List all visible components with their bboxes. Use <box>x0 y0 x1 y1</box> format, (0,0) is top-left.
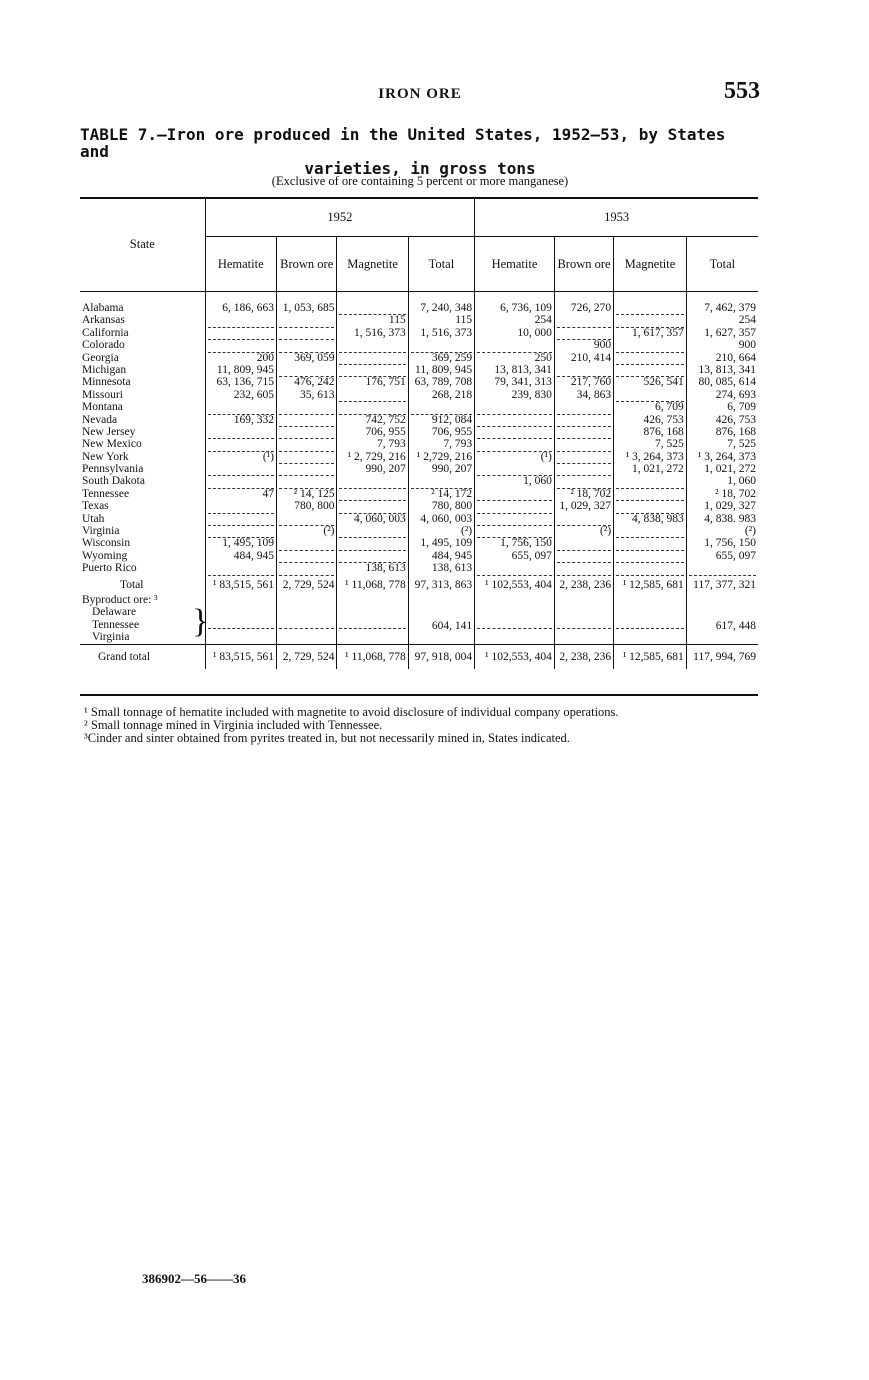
table-cell: 47 <box>262 487 274 500</box>
footnote-2: ² Small tonnage mined in Virginia included with Tennessee. <box>84 718 383 732</box>
grand-total-value: ¹ 83,515, 561 <box>205 644 276 669</box>
total-header-1953: Total <box>686 237 758 292</box>
grand-total-value: 117, 994, 769 <box>686 644 758 669</box>
iron-ore-table <box>80 198 758 669</box>
state-name: Virginia <box>82 525 120 538</box>
state-name: Nevada <box>82 413 118 426</box>
magnetite-header-1953: Magnetite <box>614 237 687 292</box>
table-cell: ¹ 3, 264, 373 <box>625 450 684 463</box>
table-cell: 526, 541 <box>643 376 684 389</box>
table-cell: 1, 495, 109 <box>222 537 274 550</box>
dashed-leader <box>557 513 611 525</box>
table-cell: 706, 955 <box>431 425 473 438</box>
table-cell: 254 <box>534 314 552 327</box>
hematite-header-1953: Hematite <box>475 237 555 292</box>
table-cell: 34, 863 <box>576 388 612 401</box>
table-cell: (²) <box>323 525 335 538</box>
grand-total-label: Grand total <box>80 644 205 669</box>
table-cell: 900 <box>593 339 612 352</box>
dashed-leader <box>689 562 756 574</box>
table-cell: 742, 752 <box>365 413 406 426</box>
table-cell: 268, 218 <box>431 388 473 401</box>
dashed-leader <box>477 401 552 413</box>
dashed-leader <box>339 339 405 351</box>
dashed-leader <box>411 475 472 487</box>
table-cell: 13, 813, 341 <box>698 363 756 376</box>
byproduct-total-1953: 617, 448 <box>686 594 758 644</box>
page-header <box>80 78 760 108</box>
table-cell: 426, 753 <box>715 413 756 426</box>
state-name: California <box>82 326 129 339</box>
state-name: Wisconsin <box>82 537 131 550</box>
dashed-leader <box>279 475 335 487</box>
dashed-leader <box>339 302 405 314</box>
table-bottom-rule <box>80 694 758 696</box>
brace-glyph: } <box>192 603 209 641</box>
dashed-leader <box>557 364 611 376</box>
table-cell: 990, 207 <box>365 463 406 476</box>
table-cell: 476, 242 <box>294 376 335 389</box>
dashed-leader <box>616 352 684 364</box>
table-cell: 250 <box>534 351 552 364</box>
table-cell: 1, 516, 373 <box>420 326 473 339</box>
table-cell: 210, 414 <box>570 351 612 364</box>
magnetite-1953-column <box>614 302 687 575</box>
table-cell: (¹) <box>540 450 552 463</box>
dashed-leader <box>616 475 684 487</box>
table-cell: 63, 789, 708 <box>414 376 473 389</box>
state-name: Utah <box>82 512 105 525</box>
state-name: South Dakota <box>82 475 145 488</box>
byproduct-label-cell <box>80 594 209 644</box>
table-cell: 484, 945 <box>233 549 274 562</box>
dashed-leader <box>557 562 611 574</box>
state-rows <box>80 302 758 575</box>
state-name: Tennessee <box>82 487 130 500</box>
table-cell: 6, 709 <box>655 401 684 414</box>
table-cell: 138, 613 <box>365 562 406 575</box>
brown-ore-header-1953: Brown ore <box>554 237 613 292</box>
printer-imprint: 386902—56——36 <box>142 1271 246 1286</box>
state-name: Wyoming <box>82 549 128 562</box>
dashed-leader <box>616 525 684 537</box>
dashed-leader <box>557 451 611 463</box>
dashed-leader <box>208 426 274 438</box>
table-cell: ¹ 3, 264, 373 <box>697 450 756 463</box>
dashed-leader <box>477 463 552 475</box>
table-title-line-2: varieties, in gross tons <box>304 159 536 178</box>
grand-total-value: ¹ 12,585, 681 <box>614 644 687 669</box>
table-cell: 1, 495, 109 <box>420 537 473 550</box>
dashed-leader <box>279 364 335 376</box>
brown-ore-1953-column <box>554 302 613 575</box>
page-number: 553 <box>724 78 760 104</box>
table-cell: 79, 341, 313 <box>494 376 552 389</box>
state-column-header: State <box>80 198 205 292</box>
table-cell: 4, 838. 983 <box>704 512 756 525</box>
dashed-leader <box>279 463 335 475</box>
dashed-leader <box>477 426 552 438</box>
state-name: Arkansas <box>82 314 125 327</box>
state-name: Michigan <box>82 363 127 376</box>
dashed-leader <box>208 339 274 351</box>
table-cell: 6, 709 <box>727 401 756 414</box>
table-cell: ² 14, 172 <box>431 487 473 500</box>
footnote-1: ¹ Small tonnage of hematite included with magnetite to avoid disclosure of individual company operations. <box>84 705 619 719</box>
table-cell: 369, 259 <box>431 351 473 364</box>
table-cell: 63, 136, 715 <box>216 376 274 389</box>
table-cell: 7, 525 <box>727 438 756 451</box>
byproduct-state: Tennessee <box>92 618 140 631</box>
table-cell: 1, 617, 357 <box>632 326 684 339</box>
table-cell: 706, 955 <box>365 425 406 438</box>
table-title <box>80 126 760 177</box>
dashed-leader <box>208 562 274 574</box>
dashed-leader <box>557 550 611 562</box>
table-cell: (²) <box>744 525 756 538</box>
table-cell: 1, 021, 272 <box>632 463 684 476</box>
dashed-leader <box>477 562 552 574</box>
total-value: ¹ 11,068, 778 <box>337 575 408 594</box>
dashed-leader <box>477 513 552 525</box>
dashed-leader <box>339 401 405 413</box>
dashed-leader <box>208 513 274 525</box>
table-cell: ¹ 2,729, 216 <box>416 450 473 463</box>
footnotes <box>84 706 764 745</box>
table-cell: ¹ 2, 729, 216 <box>347 450 406 463</box>
dashed-leader <box>616 500 684 512</box>
dashed-leader <box>477 339 552 351</box>
table-cell: 4, 060, 003 <box>420 512 473 525</box>
total-value: 2, 238, 236 <box>554 575 613 594</box>
table-cell: 200 <box>256 351 274 364</box>
table-cell: 115 <box>455 314 473 327</box>
dashed-leader <box>279 339 335 351</box>
table-cell: 655, 097 <box>511 549 552 562</box>
table-cell: 176, 751 <box>365 376 406 389</box>
dashed-leader <box>279 562 335 574</box>
table-cell: (²) <box>600 525 612 538</box>
table-cell: 876, 168 <box>643 425 684 438</box>
table-cell: 1, 756, 150 <box>704 537 756 550</box>
dashed-leader <box>411 401 472 413</box>
table-cell: 1, 060 <box>523 475 552 488</box>
dashed-leader <box>279 314 335 326</box>
table-cell: 239, 830 <box>511 388 552 401</box>
brown-ore-1952-column <box>276 302 337 575</box>
total-value: ¹ 83,515, 561 <box>205 575 276 594</box>
table-cell: 1, 516, 373 <box>353 326 406 339</box>
state-name: Texas <box>82 500 109 513</box>
table-cell: 726, 270 <box>570 302 612 314</box>
footnote-3: ³Cinder and sinter obtained from pyrites treated in, but not necessarily mined in, States indicated. <box>84 731 570 745</box>
dashed-leader <box>208 401 274 413</box>
dashed-leader <box>339 537 405 549</box>
table-cell: 7, 525 <box>655 438 684 451</box>
grand-total-row <box>80 644 758 669</box>
total-1952-column <box>408 302 474 575</box>
magnetite-header-1952: Magnetite <box>337 237 408 292</box>
table-cell: 780, 800 <box>431 500 473 513</box>
dashed-leader <box>477 488 552 500</box>
dashed-leader <box>208 438 274 450</box>
table-cell: 7, 793 <box>376 438 406 451</box>
dashed-leader <box>616 488 684 500</box>
dashed-leader <box>279 438 335 450</box>
dashed-leader <box>279 537 335 549</box>
table-cell: 254 <box>738 314 756 327</box>
table-cell: 1, 756, 150 <box>500 537 552 550</box>
dashed-leader <box>279 426 335 438</box>
dashed-leader <box>208 500 274 512</box>
state-name: Colorado <box>82 339 125 352</box>
table-cell: 4, 838, 983 <box>632 512 684 525</box>
state-name: New Mexico <box>82 438 142 451</box>
table-cell: (²) <box>461 525 473 538</box>
table-cell: (¹) <box>262 450 274 463</box>
dashed-leader <box>557 314 611 326</box>
hematite-1953-column <box>475 302 555 575</box>
dashed-leader <box>616 302 684 314</box>
table-cell: 1, 021, 272 <box>704 463 756 476</box>
table-cell: 7, 240, 348 <box>420 302 473 314</box>
table-cell: 11, 809, 945 <box>415 363 473 376</box>
dashed-leader <box>339 475 405 487</box>
total-row <box>80 575 758 594</box>
table-cell: 1, 627, 357 <box>704 326 756 339</box>
dashed-leader <box>616 364 684 376</box>
brown-ore-header-1952: Brown ore <box>276 237 337 292</box>
dashed-leader <box>411 339 472 351</box>
table-cell: ² 18, 702 <box>570 487 612 500</box>
dashed-leader <box>477 525 552 537</box>
table-cell: 655, 097 <box>715 549 756 562</box>
table-cell: 13, 813, 341 <box>494 363 552 376</box>
dashed-leader <box>339 352 405 364</box>
byproduct-row <box>80 594 758 644</box>
state-name: Missouri <box>82 388 123 401</box>
grand-total-value: ¹ 11,068, 778 <box>337 644 408 669</box>
dashed-leader <box>279 414 335 426</box>
table-cell: 274, 693 <box>715 388 756 401</box>
dashed-leader <box>557 438 611 450</box>
year-header-1953: 1953 <box>475 198 758 237</box>
table-cell: 232, 605 <box>233 388 274 401</box>
dashed-leader <box>616 389 684 401</box>
table-cell: ² 18, 702 <box>715 487 756 500</box>
state-name: Montana <box>82 401 123 414</box>
dashed-leader <box>477 414 552 426</box>
dashed-leader <box>279 451 335 463</box>
table-cell: 11, 809, 945 <box>216 363 274 376</box>
dashed-leader <box>339 389 405 401</box>
dashed-leader <box>208 314 274 326</box>
grand-total-value: 97, 918, 004 <box>408 644 474 669</box>
dashed-leader <box>339 550 405 562</box>
total-value: ¹ 12,585, 681 <box>614 575 687 594</box>
dashed-leader <box>477 438 552 450</box>
state-name: Minnesota <box>82 376 131 389</box>
table-cell: 4, 060, 003 <box>353 512 406 525</box>
byproduct-total-1952: 604, 141 <box>408 594 474 644</box>
dashed-leader <box>557 414 611 426</box>
grand-total-value: ¹ 102,553, 404 <box>475 644 555 669</box>
dashed-leader <box>339 525 405 537</box>
table-cell: 115 <box>388 314 406 327</box>
table-cell: 35, 613 <box>299 388 335 401</box>
table-cell: 1, 029, 327 <box>559 500 612 513</box>
dashed-leader <box>339 364 405 376</box>
total-value: 97, 313, 863 <box>408 575 474 594</box>
table-cell: 6, 736, 109 <box>500 302 552 314</box>
total-value: 117, 377, 321 <box>686 575 758 594</box>
dashed-leader <box>557 537 611 549</box>
total-header-1952: Total <box>408 237 474 292</box>
dashed-leader <box>208 463 274 475</box>
table-cell: 990, 207 <box>431 463 473 476</box>
table-cell: 369, 059 <box>294 351 335 364</box>
state-name: New York <box>82 450 129 463</box>
grand-total-value: 2, 238, 236 <box>554 644 613 669</box>
dashed-leader <box>339 500 405 512</box>
state-name: Alabama <box>82 302 124 314</box>
table-cell: 1, 029, 327 <box>704 500 756 513</box>
table-cell: 780, 800 <box>294 500 335 513</box>
dashed-leader <box>279 401 335 413</box>
hematite-1952-column <box>205 302 276 575</box>
table-cell: 6, 186, 663 <box>222 302 274 314</box>
table-cell: 210, 664 <box>715 351 756 364</box>
byproduct-label: Byproduct ore: ³ <box>82 594 158 606</box>
grand-total-value: 2, 729, 524 <box>276 644 337 669</box>
dashed-leader <box>279 513 335 525</box>
table-cell: ² 14, 125 <box>293 487 335 500</box>
table-cell: 876, 168 <box>715 425 756 438</box>
magnetite-1952-column <box>337 302 408 575</box>
table-cell: 1, 060 <box>727 475 756 488</box>
dashed-leader <box>616 550 684 562</box>
dashed-leader <box>557 475 611 487</box>
table-cell: 217, 760 <box>570 376 612 389</box>
byproduct-state: Virginia <box>92 631 130 644</box>
total-value: 2, 729, 524 <box>276 575 337 594</box>
table-cell: 912, 084 <box>431 413 473 426</box>
table-cell: 484, 945 <box>431 549 473 562</box>
table-cell: 10, 000 <box>517 326 552 339</box>
dashed-leader <box>557 463 611 475</box>
state-name: New Jersey <box>82 425 136 438</box>
dashed-leader <box>557 426 611 438</box>
dashed-leader <box>279 550 335 562</box>
dashed-leader <box>557 327 611 339</box>
table-cell: 1, 053, 685 <box>282 302 335 314</box>
table-cell: 169, 332 <box>233 413 274 426</box>
dashed-leader <box>616 537 684 549</box>
dashed-leader <box>616 339 684 351</box>
dashed-leader <box>339 488 405 500</box>
table-cell: 900 <box>738 339 756 352</box>
state-name: Georgia <box>82 351 119 364</box>
state-name: Puerto Rico <box>82 562 137 575</box>
total-label: Total <box>120 578 144 591</box>
table-cell: 426, 753 <box>643 413 684 426</box>
running-title: IRON ORE <box>378 86 462 102</box>
year-header-1952: 1952 <box>205 198 475 237</box>
table-cell: 80, 085, 614 <box>698 376 756 389</box>
table-title-line-1: TABLE 7.—Iron ore produced in the United States, 1952–53, by States and <box>80 125 726 161</box>
dashed-leader <box>208 475 274 487</box>
table-cell: 7, 462, 379 <box>704 302 756 314</box>
dashed-leader <box>208 525 274 537</box>
dashed-leader <box>557 401 611 413</box>
byproduct-state: Delaware <box>92 606 137 619</box>
table-cell: 138, 613 <box>431 562 473 575</box>
total-value: ¹ 102,553, 404 <box>475 575 555 594</box>
state-names <box>80 302 205 575</box>
dashed-leader <box>279 327 335 339</box>
hematite-header-1952: Hematite <box>205 237 276 292</box>
table-cell: 7, 793 <box>443 438 473 451</box>
state-name: Pennsylvania <box>82 463 144 476</box>
dashed-leader <box>208 327 274 339</box>
dashed-leader <box>477 500 552 512</box>
dashed-leader <box>616 314 684 326</box>
dashed-leader <box>616 562 684 574</box>
table-note: (Exclusive of ore containing 5 percent or more manganese) <box>271 174 569 188</box>
total-1953-column <box>686 302 758 575</box>
